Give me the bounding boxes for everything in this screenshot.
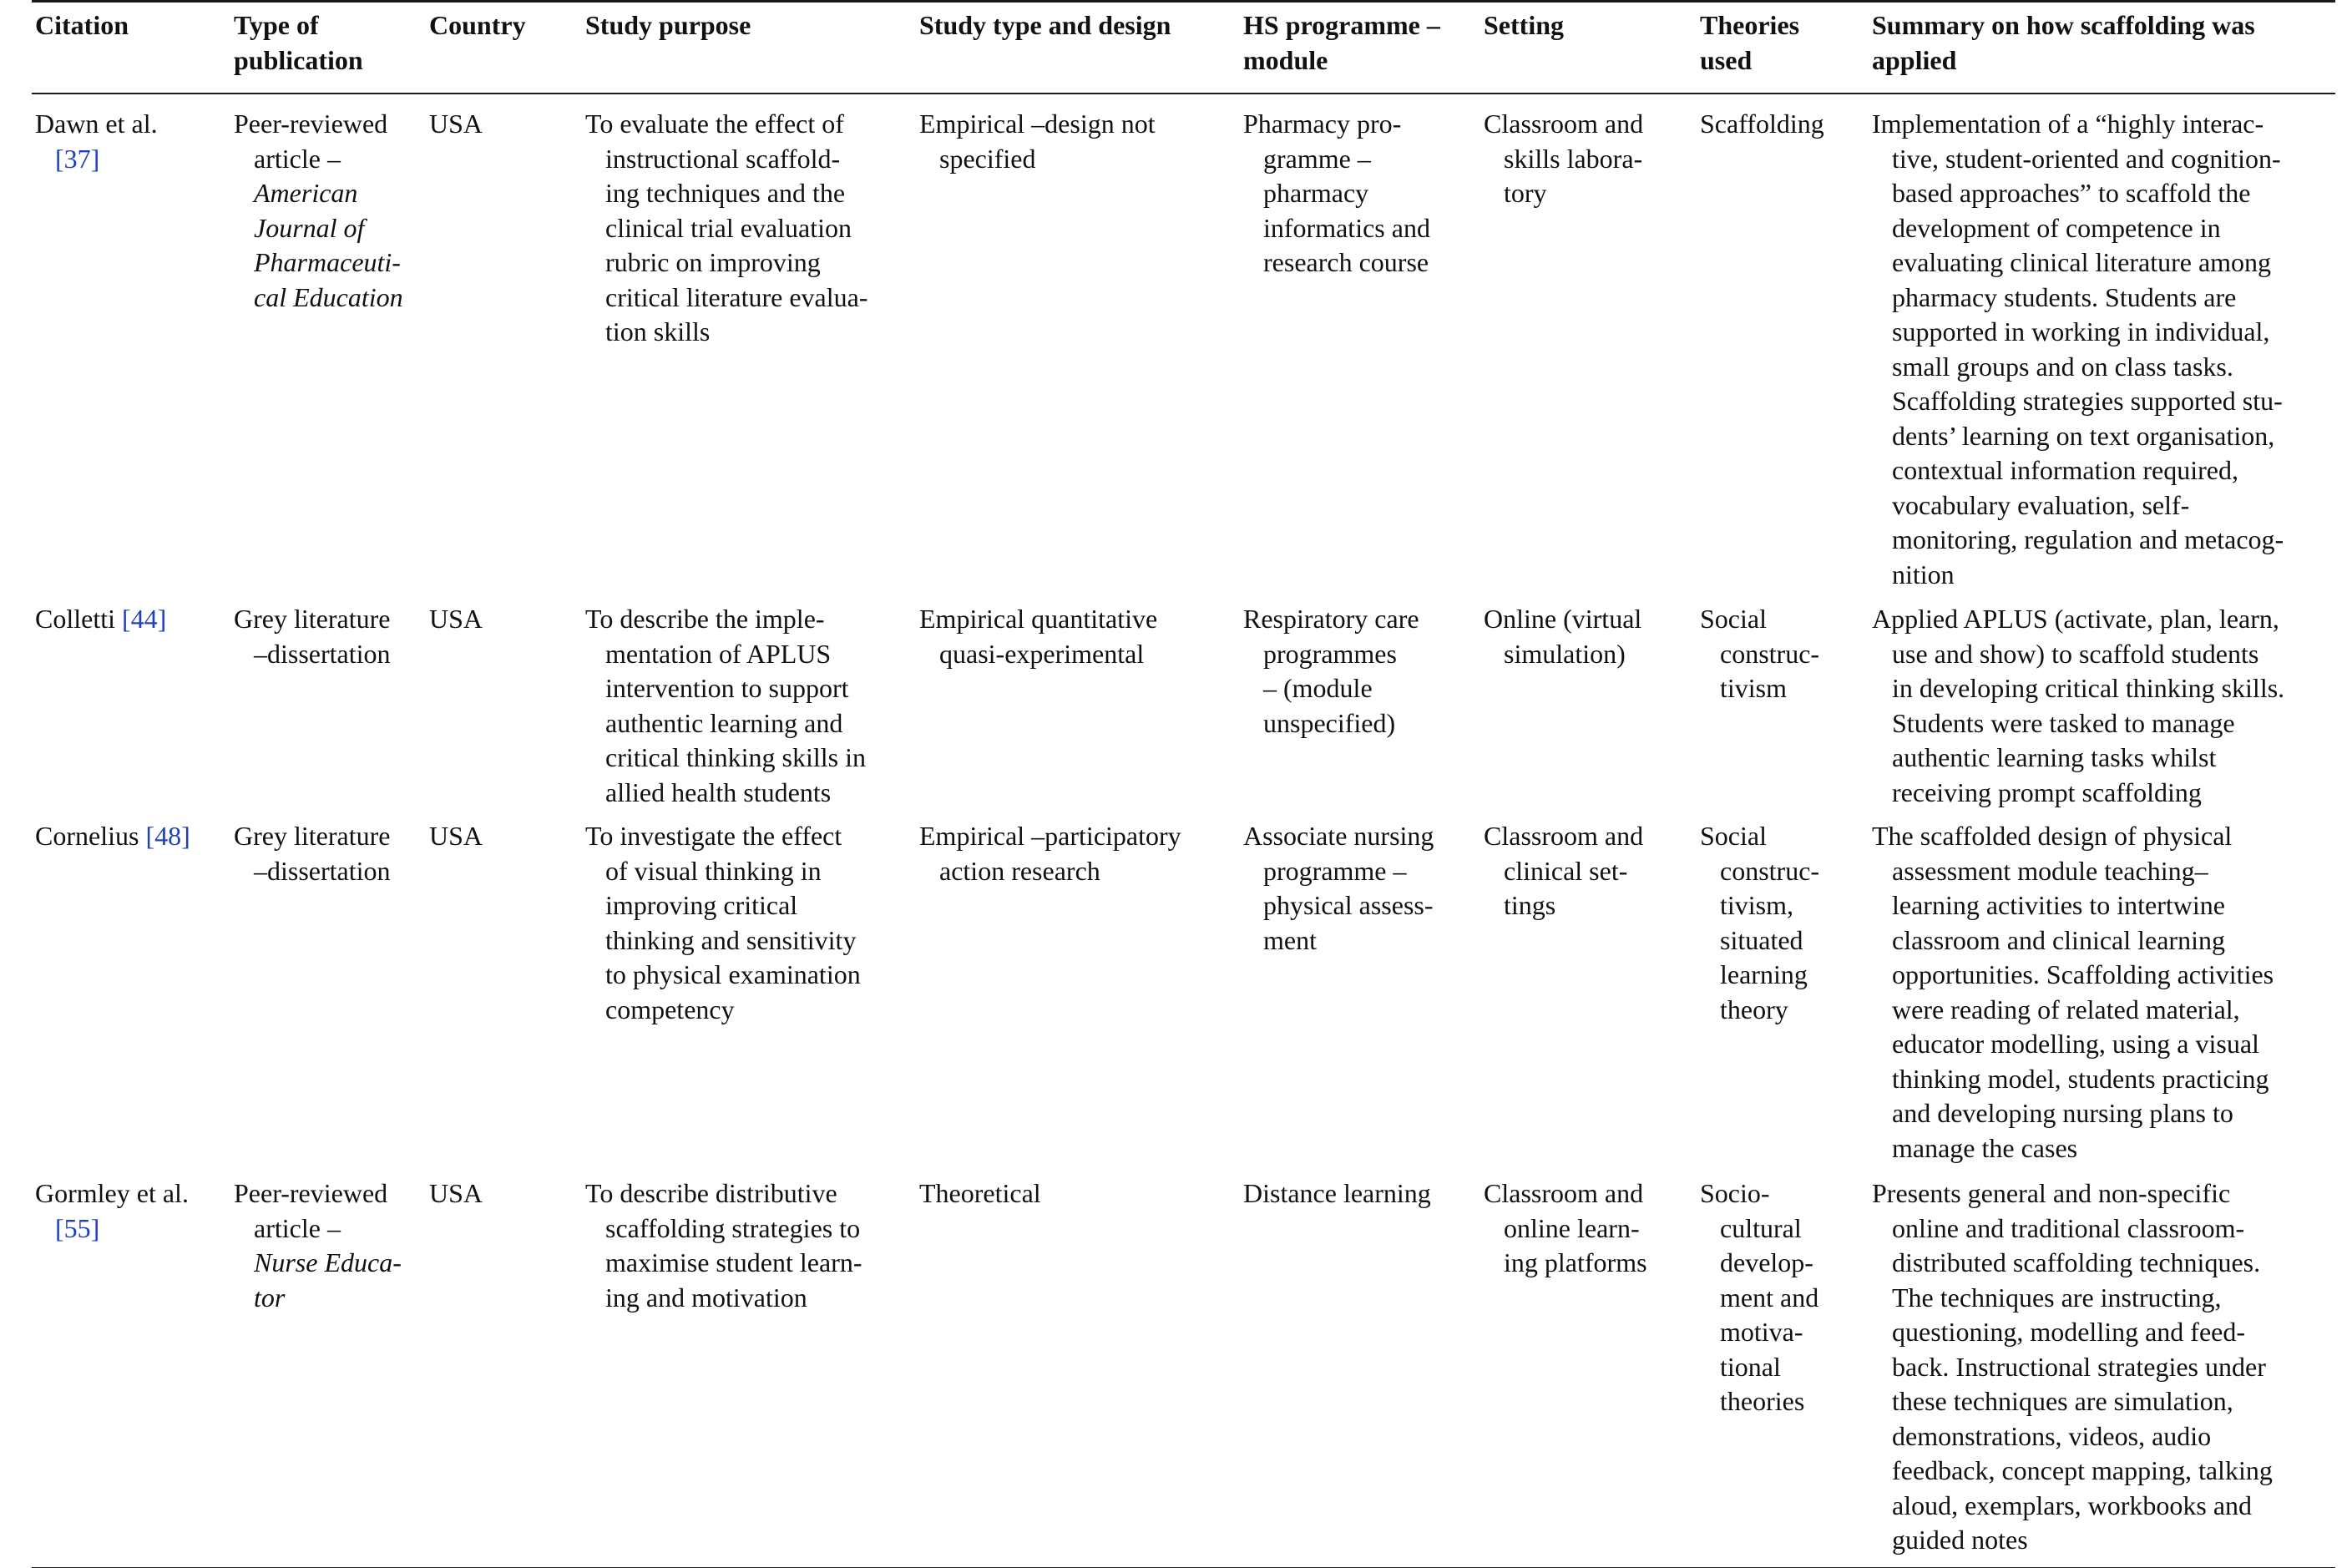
publication-type: Grey literature –dissertation xyxy=(234,821,391,886)
row2-programme: Respiratory care programmes – (module unspecified) xyxy=(1243,604,1419,738)
publication-type: Peer-reviewed article – xyxy=(234,1178,388,1243)
row3-country: USA xyxy=(429,821,483,851)
citation-reference-link[interactable]: [55] xyxy=(55,1212,100,1243)
row1-setting: Classroom and skills labora- tory xyxy=(1484,109,1644,208)
row2-country: USA xyxy=(429,604,483,634)
citation-reference-link[interactable]: [48] xyxy=(145,821,190,851)
row3-programme: Associate nursing programme – physical assess- ment xyxy=(1243,821,1434,955)
row1-study-design: Empirical –design not specified xyxy=(919,109,1156,174)
row3-study-purpose: To investigate the effect of visual thinking in improving critical thinking and sensitivity to physical examination competency xyxy=(585,821,861,1024)
citation-author: Cornelius xyxy=(35,821,146,851)
row1-publication-type xyxy=(234,107,446,315)
row1-programme: Pharmacy pro- gramme – pharmacy informatics and research course xyxy=(1243,109,1430,277)
citation-author: Dawn et al. xyxy=(35,109,158,139)
row3-study-design: Empirical –participatory action research xyxy=(919,821,1181,886)
row4-theories: Socio- cultural develop- ment and motiva- tional theories xyxy=(1700,1178,1819,1416)
header-country: Country xyxy=(429,10,526,40)
row2-study-purpose: To describe the imple- mentation of APLUS intervention to support authentic learning and critical thinking skills in allied health students xyxy=(585,604,866,807)
row2-summary: Applied APLUS (activate, plan, learn, use and show) to scaffold students in developing critical thinking skills. Students were tasked to manage authentic learning tasks whilst receiving prompt scaffolding xyxy=(1872,604,2285,807)
row1-summary: Implementation of a “highly interac- tive, student-oriented and cognition- based approaches” to scaffold the development of competence in evaluating clinical literature among pharmacy students. Students are supported in working in individual, small groups and on class tasks. Scaffolding strategies supported stu- dents’ learning on text organisation, contextual information required, vocabulary evaluation, self- monitoring, regulation and metacog- nition xyxy=(1872,109,2284,589)
row1-country: USA xyxy=(429,109,483,139)
journal-name: American Journal of Pharmaceuti- cal Education xyxy=(254,178,403,312)
row4-study-design: Theoretical xyxy=(919,1178,1041,1208)
row3-citation xyxy=(35,819,247,854)
row2-theories: Social construc- tivism xyxy=(1700,604,1820,703)
row1-theories: Scaffolding xyxy=(1700,109,1824,139)
citation-author: Colletti xyxy=(35,604,122,634)
row3-publication-type xyxy=(234,819,446,888)
row4-study-purpose: To describe distributive scaffolding strategies to maximise student learn- ing and motivation xyxy=(585,1178,862,1313)
citation-reference-link[interactable]: [44] xyxy=(122,604,167,634)
row1-study-purpose: To evaluate the effect of instructional scaffold- ing techniques and the clinical trial evaluation rubric on improving critical literature evalua- tion skills xyxy=(585,109,868,346)
publication-type: Grey literature –dissertation xyxy=(234,604,391,669)
row3-theories: Social construc- tivism, situated learning theory xyxy=(1700,821,1820,1024)
row3-setting: Classroom and clinical set- tings xyxy=(1484,821,1644,920)
row2-publication-type xyxy=(234,602,446,671)
citation-author: Gormley et al. xyxy=(35,1178,189,1208)
header-study-purpose: Study purpose xyxy=(585,10,751,40)
row4-country: USA xyxy=(429,1178,483,1208)
header-bottom-rule xyxy=(32,93,2335,94)
row1-citation xyxy=(35,107,247,176)
row2-setting: Online (virtual simulation) xyxy=(1484,604,1642,669)
row4-publication-type xyxy=(234,1176,446,1315)
citation-reference-link[interactable]: [37] xyxy=(55,143,100,174)
row3-summary: The scaffolded design of physical assessment module teaching– learning activities to intertwine classroom and clinical learning opportunities. Scaffolding activities were reading of related material, educator modelling, using a visual thinking model, students practicing and developing nursing plans to manage the cases xyxy=(1872,821,2274,1163)
header-summary: Summary on how scaffolding was applied xyxy=(1872,10,2255,75)
row2-citation xyxy=(35,602,247,637)
row4-summary: Presents general and non-specific online and traditional classroom- distributed scaffolding techniques. The techniques are instructing, questioning, modelling and feed- back. Instructional strategies under these techniques are simulation, demonstrations, videos, audio feedback, concept mapping, talking aloud, exemplars, workbooks and guided notes xyxy=(1872,1178,2273,1555)
journal-name: Nurse Educa- tor xyxy=(254,1247,402,1313)
row4-programme: Distance learning xyxy=(1243,1178,1431,1208)
table-top-rule xyxy=(32,0,2335,3)
row4-setting: Classroom and online learn- ing platforms xyxy=(1484,1178,1647,1277)
header-study-type-design: Study type and design xyxy=(919,10,1171,40)
header-type-of-publication: Type of publication xyxy=(234,10,363,75)
row2-study-design: Empirical quantitative quasi-experimental xyxy=(919,604,1158,669)
header-hs-programme-module: HS programme – module xyxy=(1243,10,1440,75)
row4-citation xyxy=(35,1176,247,1246)
header-setting: Setting xyxy=(1484,10,1564,40)
publication-type: Peer-reviewed article – xyxy=(234,109,388,174)
header-theories-used: Theories used xyxy=(1700,10,1800,75)
header-citation: Citation xyxy=(35,10,129,40)
